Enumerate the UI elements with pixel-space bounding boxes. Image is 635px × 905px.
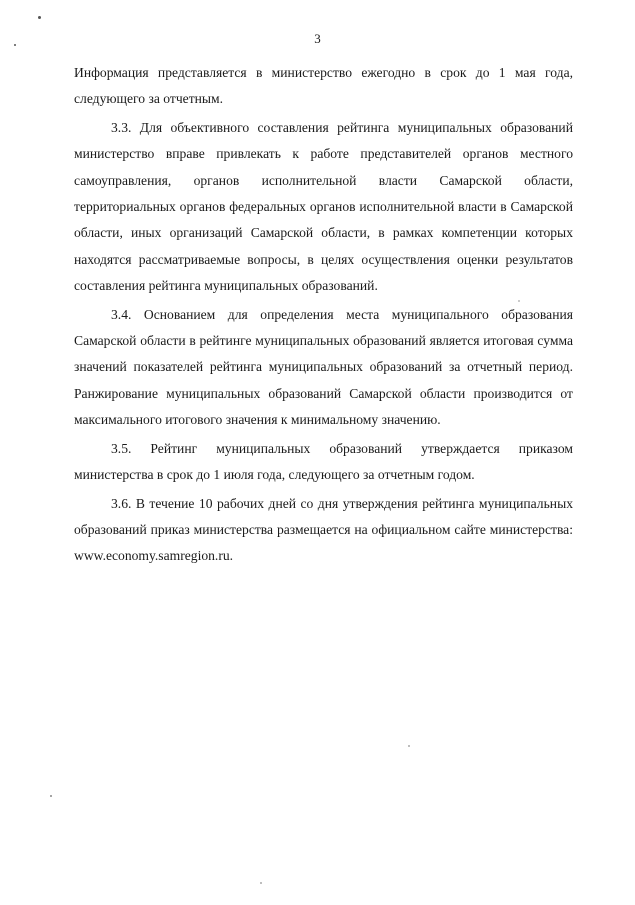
paragraph-info-deadline: Информация представляется в министерство ежегодно в срок до 1 мая года, следующего за отчетным. — [74, 65, 573, 107]
scan-speck — [38, 16, 41, 19]
paragraph-3-4: 3.4. Основанием для определения места муниципального образования Самарской области в рейтинге муниципальных образований является итоговая сумма значений показателей рейтинга муниципальных образований за отчетный период. Ранжирование муниципальных образований Самарской области производится от максимального итогового значения к минимальному значению. — [74, 306, 573, 428]
scan-speck — [50, 795, 52, 797]
scan-speck — [260, 882, 262, 884]
scan-speck — [408, 745, 410, 747]
paragraph-3-6: 3.6. В течение 10 рабочих дней со дня утверждения рейтинга муниципальных образований приказ министерства размещается на официальном сайте министерства: www.economy.samregion.ru. — [74, 495, 573, 564]
paragraph-3-3: 3.3. Для объективного составления рейтинга муниципальных образований министерство вправе привлекать к работе представителей органов местного самоуправления, органов исполнительной власти Самарской области, территориальных органов федеральных органов исполнительной власти в Самарской области, иных организаций Самарской области, в рамках компетенции которых находятся рассматриваемые вопросы, в целях осуществления оценки результатов составления рейтинга муниципальных образований. — [74, 119, 573, 294]
page-number: 3 — [314, 31, 321, 46]
paragraph-3-5: 3.5. Рейтинг муниципальных образований утверждается приказом министерства в срок до 1 июля года, следующего за отчетным годом. — [74, 440, 573, 483]
document-body — [74, 60, 573, 572]
